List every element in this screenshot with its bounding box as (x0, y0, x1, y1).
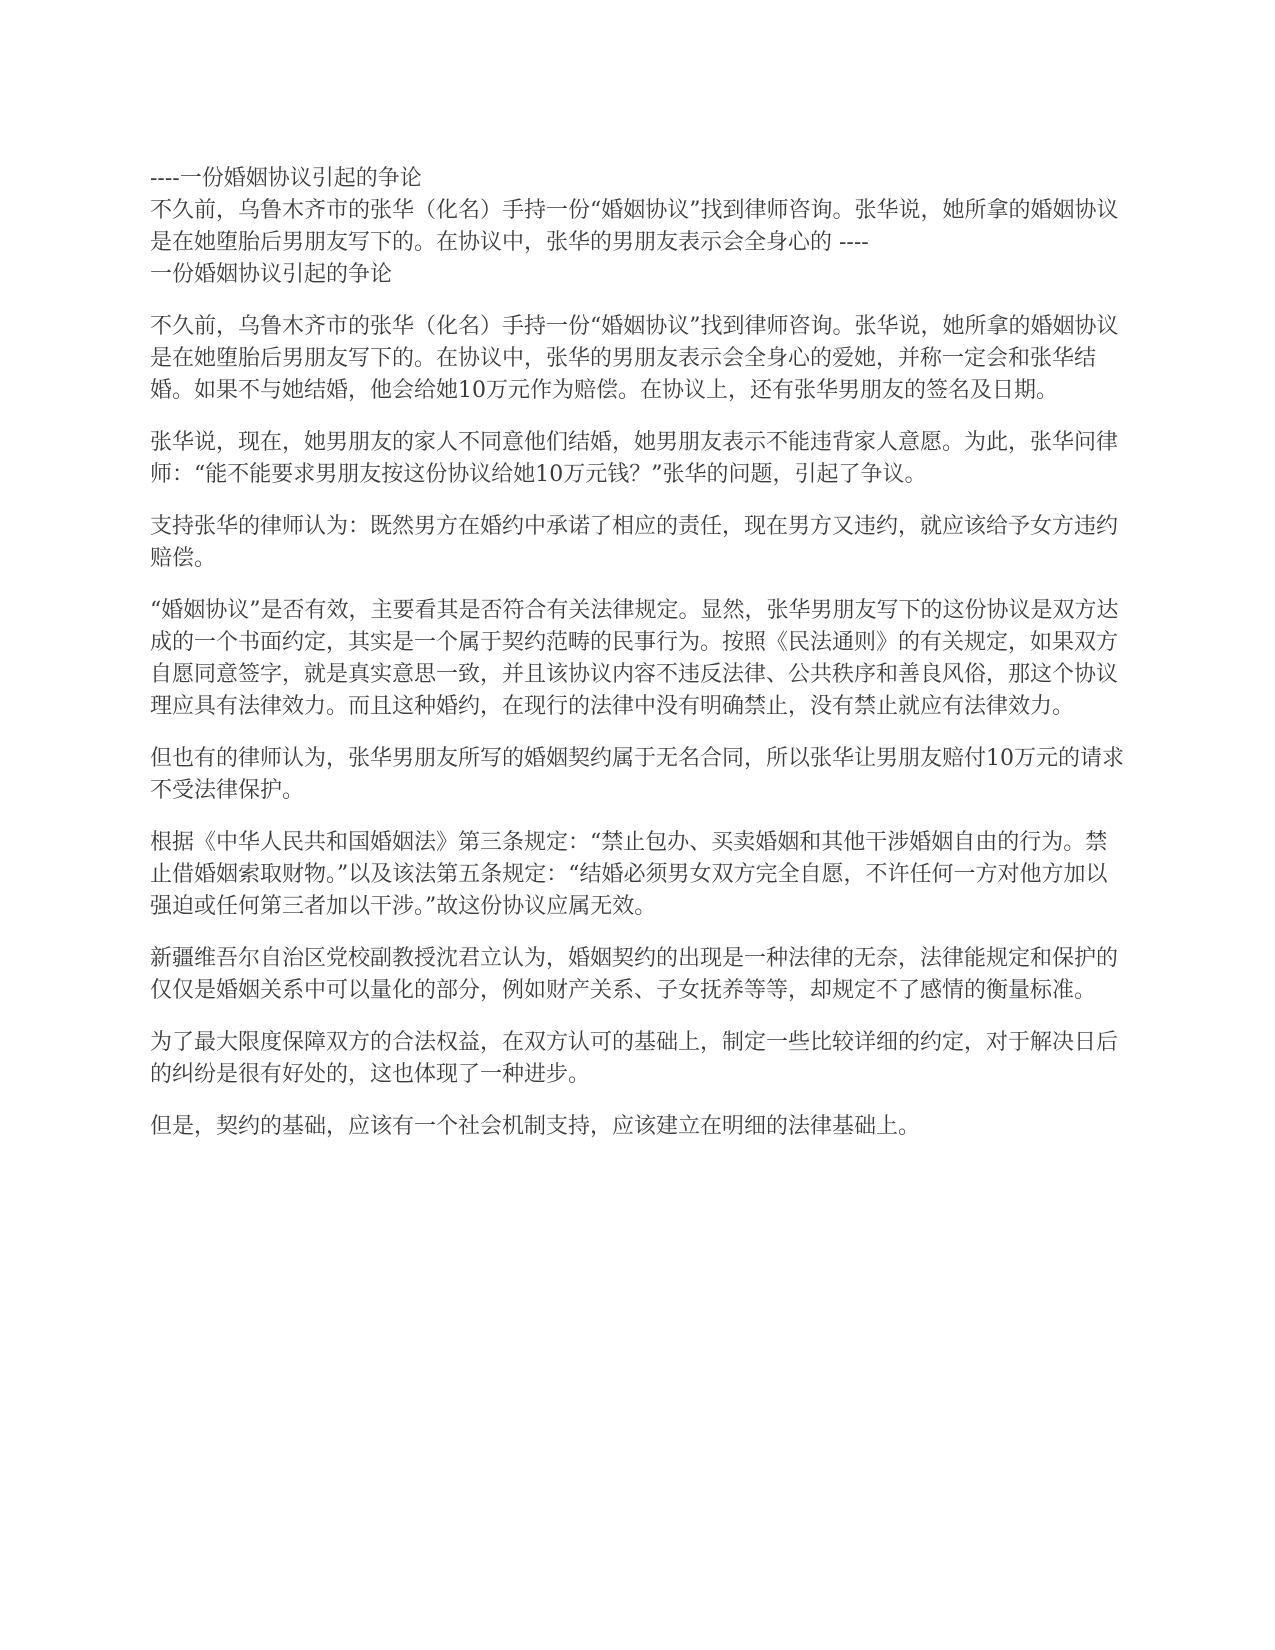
paragraph-5: 但也有的律师认为，张华男朋友所写的婚姻契约属于无名合同，所以张华让男朋友赔付10万元的请求不受法律保护。 (150, 746, 1124, 803)
document-page (150, 163, 1126, 1163)
subtitle: 一份婚姻协议引起的争论 (150, 262, 393, 287)
heading-line: ----一份婚姻协议引起的争论 (150, 166, 422, 191)
paragraph-1: 不久前，乌鲁木齐市的张华（化名）手持一份“婚姻协议”找到律师咨询。张华说，她所拿的婚姻协议是在她堕胎后男朋友写下的。在协议中，张华的男朋友表示会全身心的爱她，并称一定会和张华结婚。如果不与她结婚，他会给她10万元作为赔偿。在协议上，还有张华男朋友的签名及日期。 (150, 314, 1119, 403)
paragraph-4: “婚姻协议”是否有效，主要看其是否符合有关法律规定。显然，张华男朋友写下的这份协议是双方达成的一个书面约定，其实是一个属于契约范畴的民事行为。按照《民法通则》的有关规定，如果双方自愿同意签字，就是真实意思一致，并且该协议内容不违反法律、公共秩序和善良风俗，那这个协议理应具有法律效力。而且这种婚约，在现行的法律中没有明确禁止，没有禁止就应有法律效力。 (150, 598, 1119, 719)
paragraph-6: 根据《中华人民共和国婚姻法》第三条规定：“禁止包办、买卖婚姻和其他干涉婚姻自由的行为。禁止借婚姻索取财物。”以及该法第五条规定：“结婚必须男女双方完全自愿，不许任何一方对他方加以强迫或任何第三者加以干涉。”故这份协议应属无效。 (150, 830, 1108, 919)
document-header (150, 163, 1126, 291)
paragraph-8: 为了最大限度保障双方的合法权益，在双方认可的基础上，制定一些比较详细的约定，对于解决日后的纠纷是很有好处的，这也体现了一种进步。 (150, 1030, 1119, 1087)
summary-text: 不久前，乌鲁木齐市的张华（化名）手持一份“婚姻协议”找到律师咨询。张华说，她所拿的婚姻协议是在她堕胎后男朋友写下的。在协议中，张华的男朋友表示会全身心的 ---- (150, 198, 1119, 255)
paragraph-9: 但是，契约的基础，应该有一个社会机制支持，应该建立在明细的法律基础上。 (150, 1114, 921, 1139)
paragraph-7: 新疆维吾尔自治区党校副教授沈君立认为，婚姻契约的出现是一种法律的无奈，法律能规定和保护的仅仅是婚姻关系中可以量化的部分，例如财产关系、子女抚养等等，却规定不了感情的衡量标准。 (150, 946, 1119, 1003)
paragraph-3: 支持张华的律师认为：既然男方在婚约中承诺了相应的责任，现在男方又违约，就应该给予女方违约赔偿。 (150, 514, 1119, 571)
paragraph-2: 张华说，现在，她男朋友的家人不同意他们结婚，她男朋友表示不能违背家人意愿。为此，张华问律师：“能不能要求男朋友按这份协议给她10万元钱？”张华的问题，引起了争议。 (150, 430, 1119, 487)
